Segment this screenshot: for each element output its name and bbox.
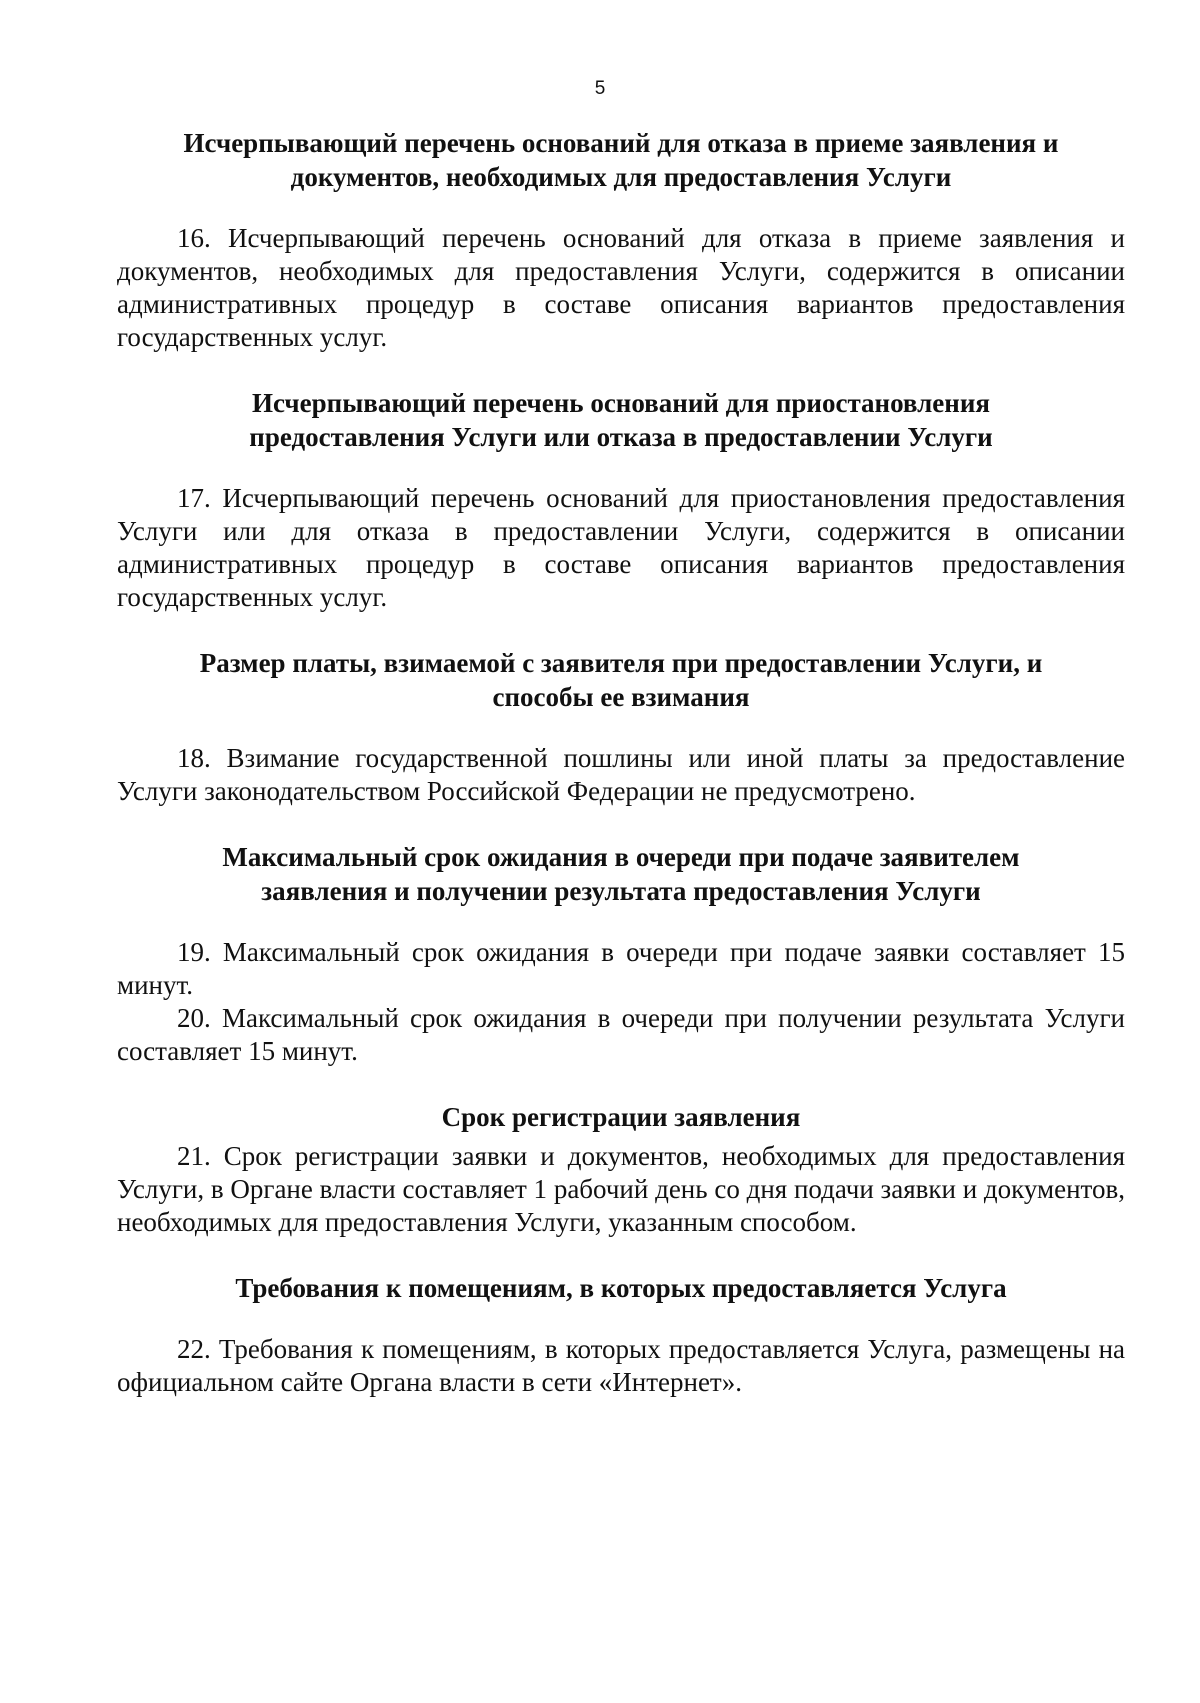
paragraph-21: 21. Срок регистрации заявки и документов, необходимых для предоставления Услуги, в Органе власти составляет 1 рабочий день со дня подачи заявки и документов, необходимых для предоставления Услуги, указанным способом. — [117, 1141, 1125, 1237]
section-suspension-refusal — [117, 386, 1125, 614]
paragraph-16: 16. Исчерпывающий перечень оснований для отказа в приеме заявления и документов, необходимых для предоставления Услуги, содержится в описании административных процедур в составе описания вариантов предоставления государственных услуг. — [117, 223, 1125, 352]
section-heading — [117, 840, 1125, 908]
paragraph-18: 18. Взимание государственной пошлины или иной платы за предоставление Услуги законодательством Российской Федерации не предусмотрено. — [117, 743, 1125, 806]
section-heading — [117, 1100, 1125, 1134]
heading-line: Исчерпывающий перечень оснований для отказа в приеме заявления и — [183, 128, 1059, 158]
paragraph-22: 22. Требования к помещениям, в которых предоставляется Услуга, размещены на официальном сайте Органа власти в сети «Интернет». — [117, 1334, 1125, 1397]
section-premises-requirements — [117, 1271, 1125, 1399]
heading-line: Исчерпывающий перечень оснований для приостановления — [251, 388, 991, 418]
heading-line: способы ее взимания — [492, 682, 750, 712]
heading-line: Размер платы, взимаемой с заявителя при предоставлении Услуги, и — [199, 648, 1043, 678]
heading-line: заявления и получении результата предоставления Услуги — [261, 876, 981, 906]
paragraph-17: 17. Исчерпывающий перечень оснований для приостановления предоставления Услуги или для отказа в предоставлении Услуги, содержится в описании административных процедур в составе описания вариантов предоставления государственных услуг. — [117, 483, 1125, 612]
section-refusal-acceptance — [117, 126, 1125, 354]
heading-line: Требования к помещениям, в которых предоставляется Услуга — [235, 1273, 1007, 1303]
heading-line: предоставления Услуги или отказа в предоставлении Услуги — [249, 422, 993, 452]
paragraph-19: 19. Максимальный срок ожидания в очереди при подаче заявки составляет 15 минут. — [117, 937, 1125, 1000]
section-fee — [117, 646, 1125, 808]
section-heading — [117, 386, 1125, 454]
paragraph-20: 20. Максимальный срок ожидания в очереди при получении результата Услуги составляет 15 минут. — [117, 1003, 1125, 1066]
heading-line: документов, необходимых для предоставления Услуги — [290, 162, 952, 192]
section-queue-time — [117, 840, 1125, 1068]
section-heading — [117, 1271, 1125, 1305]
page-number: 5 — [594, 78, 606, 99]
document-body — [117, 126, 1125, 1399]
heading-line: Срок регистрации заявления — [441, 1102, 801, 1132]
section-heading — [117, 646, 1125, 714]
heading-line: Максимальный срок ожидания в очереди при подаче заявителем — [222, 842, 1020, 872]
section-heading — [117, 126, 1125, 194]
section-registration-time — [117, 1100, 1125, 1239]
